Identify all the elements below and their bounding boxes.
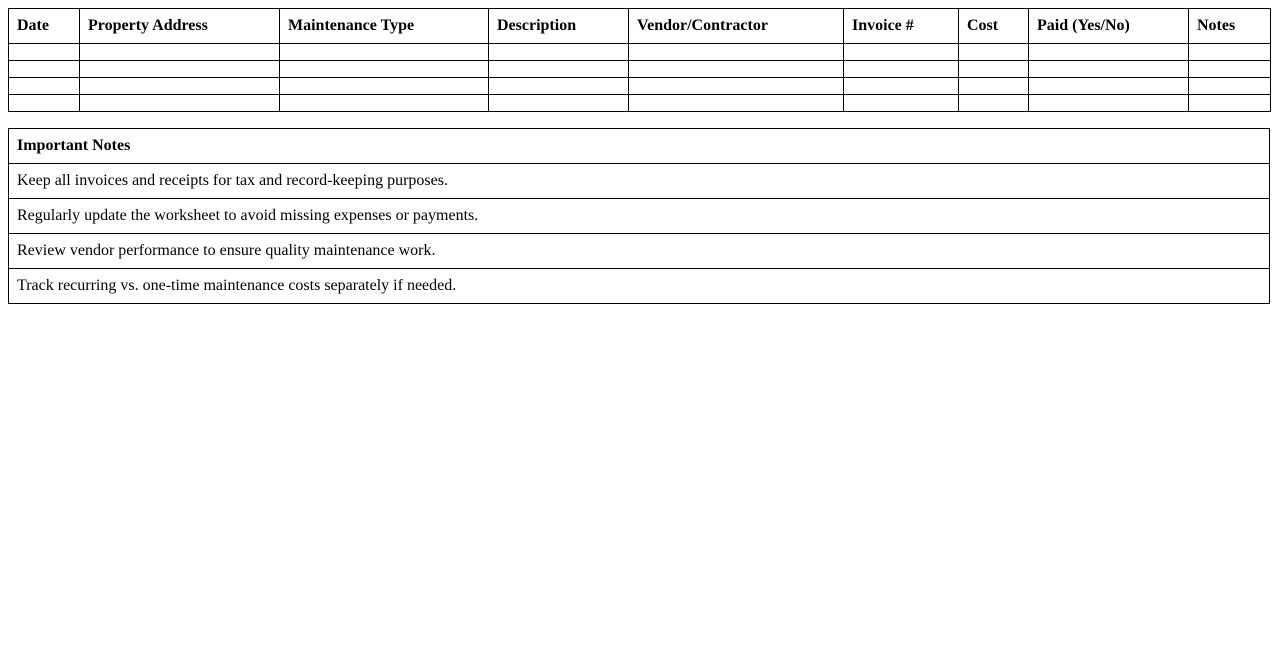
note-item: Regularly update the worksheet to avoid missing expenses or payments. xyxy=(9,199,1270,234)
table-cell[interactable] xyxy=(959,44,1029,61)
table-cell[interactable] xyxy=(1189,95,1271,112)
table-cell[interactable] xyxy=(844,44,959,61)
notes-title-row xyxy=(9,129,1270,164)
table-cell[interactable] xyxy=(80,61,280,78)
table-cell[interactable] xyxy=(1189,44,1271,61)
table-cell[interactable] xyxy=(959,78,1029,95)
column-header-cost: Cost xyxy=(959,9,1029,44)
note-row xyxy=(9,269,1270,304)
table-cell[interactable] xyxy=(280,95,489,112)
table-cell[interactable] xyxy=(844,95,959,112)
table-cell[interactable] xyxy=(1029,95,1189,112)
column-header-paid: Paid (Yes/No) xyxy=(1029,9,1189,44)
table-cell[interactable] xyxy=(80,44,280,61)
note-row xyxy=(9,199,1270,234)
column-header-invoice-number: Invoice # xyxy=(844,9,959,44)
table-cell[interactable] xyxy=(280,61,489,78)
table-cell[interactable] xyxy=(80,78,280,95)
table-cell[interactable] xyxy=(280,44,489,61)
column-header-notes: Notes xyxy=(1189,9,1271,44)
table-cell[interactable] xyxy=(629,95,844,112)
table-header-row xyxy=(9,9,1271,44)
table-cell[interactable] xyxy=(280,78,489,95)
table-cell[interactable] xyxy=(1189,78,1271,95)
table-row xyxy=(9,44,1271,61)
column-header-property-address: Property Address xyxy=(80,9,280,44)
table-cell[interactable] xyxy=(844,61,959,78)
table-cell[interactable] xyxy=(959,61,1029,78)
table-cell[interactable] xyxy=(9,78,80,95)
table-cell[interactable] xyxy=(629,78,844,95)
table-cell[interactable] xyxy=(489,95,629,112)
table-cell[interactable] xyxy=(489,78,629,95)
note-item: Track recurring vs. one-time maintenance costs separately if needed. xyxy=(9,269,1270,304)
maintenance-tracker-table xyxy=(8,8,1271,112)
note-item: Keep all invoices and receipts for tax and record-keeping purposes. xyxy=(9,164,1270,199)
notes-title: Important Notes xyxy=(9,129,1270,164)
table-cell[interactable] xyxy=(1029,78,1189,95)
column-header-vendor-contractor: Vendor/Contractor xyxy=(629,9,844,44)
table-row xyxy=(9,61,1271,78)
table-cell[interactable] xyxy=(1029,61,1189,78)
table-cell[interactable] xyxy=(844,78,959,95)
column-header-maintenance-type: Maintenance Type xyxy=(280,9,489,44)
note-item: Review vendor performance to ensure quality maintenance work. xyxy=(9,234,1270,269)
table-cell[interactable] xyxy=(629,61,844,78)
column-header-description: Description xyxy=(489,9,629,44)
table-cell[interactable] xyxy=(1189,61,1271,78)
table-cell[interactable] xyxy=(489,61,629,78)
table-cell[interactable] xyxy=(1029,44,1189,61)
note-row xyxy=(9,234,1270,269)
table-cell[interactable] xyxy=(9,95,80,112)
table-cell[interactable] xyxy=(489,44,629,61)
table-cell[interactable] xyxy=(959,95,1029,112)
table-cell[interactable] xyxy=(629,44,844,61)
important-notes-table xyxy=(8,128,1270,304)
column-header-date: Date xyxy=(9,9,80,44)
table-row xyxy=(9,95,1271,112)
table-cell[interactable] xyxy=(9,61,80,78)
table-row xyxy=(9,78,1271,95)
table-cell[interactable] xyxy=(9,44,80,61)
table-cell[interactable] xyxy=(80,95,280,112)
note-row xyxy=(9,164,1270,199)
